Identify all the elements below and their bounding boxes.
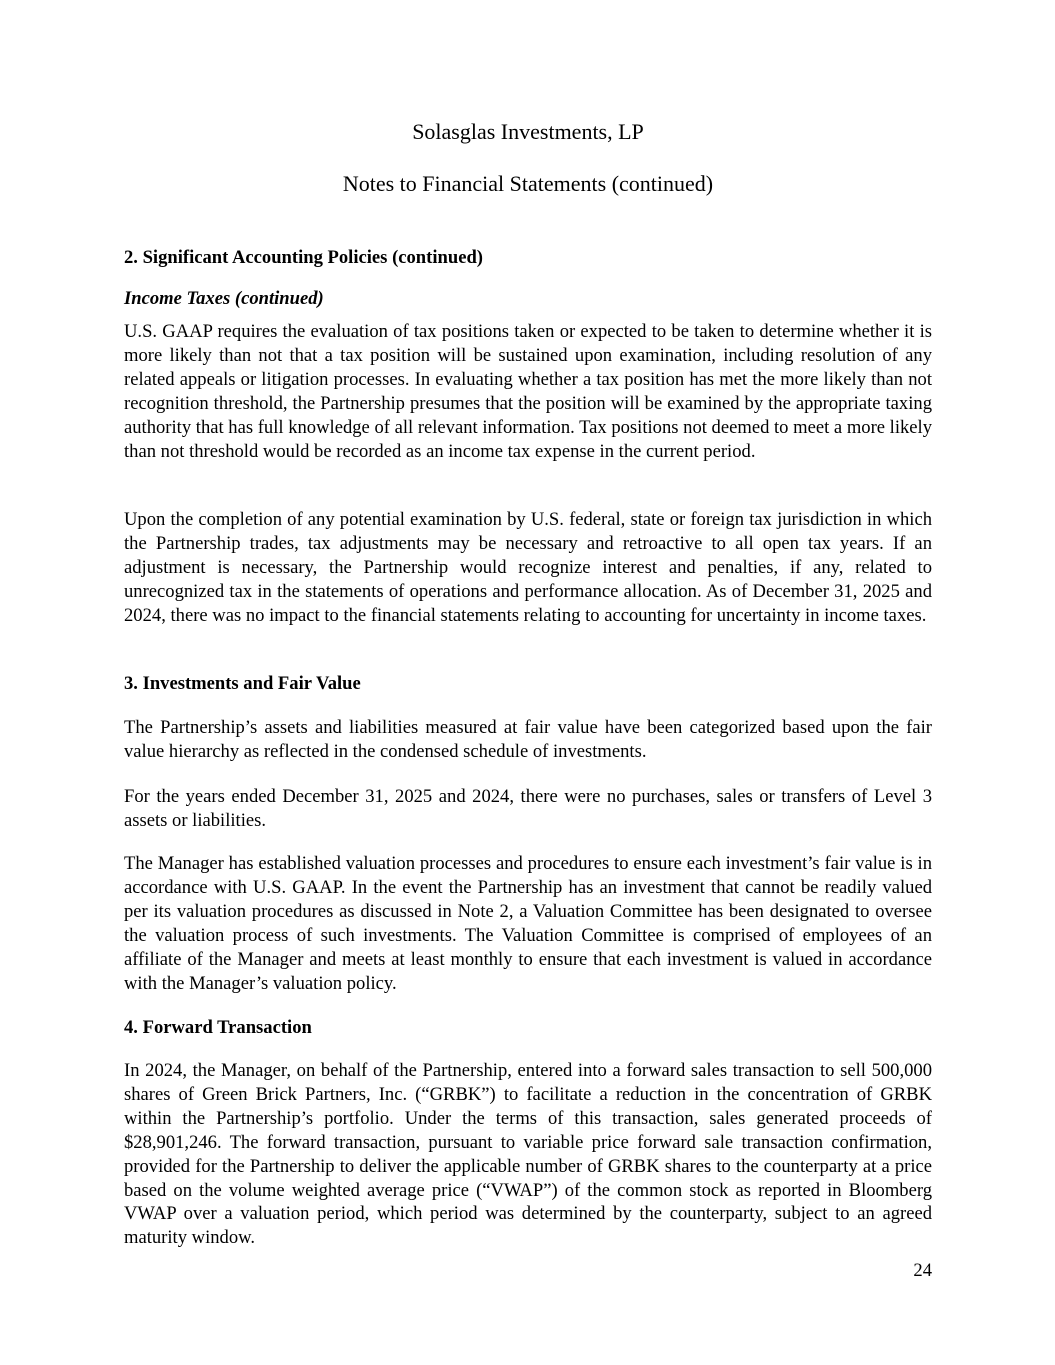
paragraph-tax-examination: Upon the completion of any potential examination by U.S. federal, state or foreign tax jurisdiction in which the Partnership trades, tax adjustments may be necessary and retroactive to all open tax years. If an adjustment is necessary, the Partnership would recognize interest and penalties, if any, related to unrecognized tax in the statements of operations and performance allocation. As of December 31, 2025 and 2024, there was no impact to the financial statements relating to accounting for uncertainty in income taxes.: [124, 509, 932, 626]
subheading-income-taxes: Income Taxes (continued): [124, 288, 324, 309]
entity-name: Solasglas Investments, LP: [412, 119, 644, 144]
page-title: Notes to Financial Statements (continued): [342, 171, 714, 196]
paragraph-forward-transaction: In 2024, the Manager, on behalf of the Partnership, entered into a forward sales transaction to sell 500,000 shares of Green Brick Partners, Inc. (“GRBK”) to facilitate a reduction in the concentration of GRBK within the Partnership’s portfolio. Under the terms of this transaction, sales generated proceeds of $28,901,246. The forward transaction, pursuant to variable price forward sale transaction confirmation, provided for the Partnership to deliver the applicable number of GRBK shares to the counterparty at a price based on the volume weighted average price (“VWAP”) of the common stock as reported in Bloomberg VWAP over a valuation period, which period was determined by the counterparty, subject to an agreed maturity window.: [124, 1060, 932, 1249]
paragraph-tax-positions: U.S. GAAP requires the evaluation of tax positions taken or expected to be taken to determine whether it is more likely than not that a tax position will be sustained upon examination, including resolution of any related appeals or litigation processes. In evaluating whether a tax position has met the more likely than not recognition threshold, the Partnership presumes that the position will be examined by the appropriate taxing authority that has full knowledge of all relevant information. Tax positions not deemed to meet a more likely than not threshold would be recorded as an income tax expense in the current period.: [124, 321, 933, 462]
paragraph-level-3: For the years ended December 31, 2025 and 2024, there were no purchases, sales or transfers of Level 3 assets or liabilities.: [124, 786, 932, 831]
page-number: 24: [913, 1260, 932, 1281]
section-heading-investments: 3. Investments and Fair Value: [124, 673, 361, 694]
paragraph-valuation-processes: The Manager has established valuation processes and procedures to ensure each investment’s fair value is in accordance with U.S. GAAP. In the event the Partnership has an investment that cannot be readily valued per its valuation procedures as discussed in Note 2, a Valuation Committee has been designated to oversee the valuation process of such investments. The Valuation Committee is comprised of employees of an affiliate of the Manager and meets at least monthly to ensure that each investment is valued in accordance with the Manager’s valuation policy.: [124, 853, 932, 994]
paragraph-fair-value-hierarchy: The Partnership’s assets and liabilities measured at fair value have been categorized based upon the fair value hierarchy as reflected in the condensed schedule of investments.: [124, 717, 932, 762]
section-heading-policies: 2. Significant Accounting Policies (continued): [124, 247, 483, 268]
section-heading-forward-transaction: 4. Forward Transaction: [124, 1017, 312, 1038]
